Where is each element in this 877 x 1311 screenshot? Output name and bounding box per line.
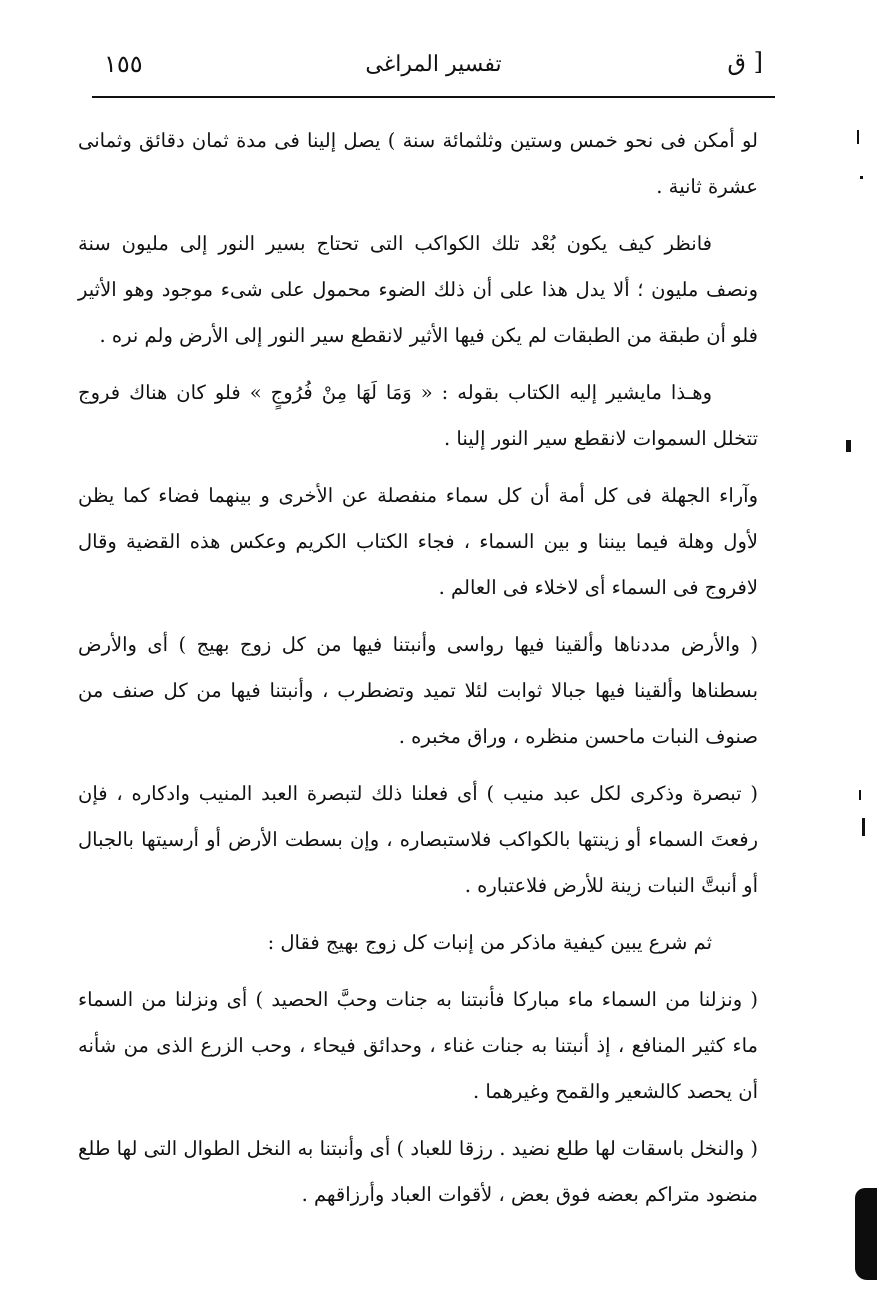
- scan-speck: [857, 130, 859, 144]
- page-body: [78, 118, 758, 1229]
- paragraph: وهـذا مايشير إليه الكتاب بقوله : « وَمَا لَهَا مِنْ فُرُوجٍ » فلو كان هناك فروج تتخلل السموات لانقطع سير النور إلينا .: [78, 381, 758, 450]
- paragraph: ( والأرض مددناها وألقينا فيها رواسى وأنبتنا فيها من كل زوج بهيج ) أى والأرض بسطناها وألقينا فيها جبالا ثوابت لئلا تميد وتضطرب ، وأنبتنا فيها من كل صنف من صنوف النبات ماحسن منظره ، وراق مخبره .: [78, 633, 758, 748]
- header-rule: [92, 96, 775, 98]
- scan-speck: [846, 440, 851, 452]
- paragraph: ( ونزلنا من السماء ماء مباركا فأنبتنا به جنات وحبَّ الحصيد ) أى ونزلنا من السماء ماء كثير المنافع ، إذ أنبتنا به جنات غناء ، وحدائق فيحاء ، وحب الزرع الذى من شأنه أن يحصد كالشعير والقمح وغيرهما .: [78, 988, 758, 1103]
- running-title: تفسير المراغى: [365, 52, 502, 77]
- page-number: ١٥٥: [104, 50, 143, 78]
- page-header: [92, 44, 775, 92]
- surah-marker: ق ]: [727, 48, 763, 76]
- paragraph: لو أمكن فى نحو خمس وستين وثلثمائة سنة ) يصل إلينا فى مدة ثمان دقائق وثمانى عشرة ثانية .: [78, 129, 758, 198]
- scan-speck: [860, 176, 863, 179]
- scan-edge-shadow: [855, 1188, 877, 1280]
- paragraph: ( والنخل باسقات لها طلع نضيد . رزقا للعباد ) أى وأنبتنا به النخل الطوال التى لها طلع منضود متراكم بعضه فوق بعض ، لأقوات العباد وأرزاقهم .: [78, 1137, 758, 1206]
- scan-speck: [862, 818, 865, 836]
- scan-speck: [859, 790, 861, 800]
- paragraph: فانظر كيف يكون بُعْد تلك الكواكب التى تحتاج بسير النور إلى مليون سنة ونصف مليون ؛ ألا يدل هذا على أن ذلك الضوء محمول على شىء موجود وهو الأثير فلو أن طبقة من الطبقات لم يكن فيها الأثير لانقطع سير النور إلى الأرض ولم نره .: [78, 232, 758, 347]
- paragraph: ( تبصرة وذكرى لكل عبد منيب ) أى فعلنا ذلك لتبصرة العبد المنيب وادكاره ، فإن رفعتَ السماء أو زينتها بالكواكب فلاستبصاره ، وإن بسطت الأرض أو أرسيتها بالجبال أو أنبتَّ النبات زينة للأرض فلاعتباره .: [78, 782, 758, 897]
- paragraph: وآراء الجهلة فى كل أمة أن كل سماء منفصلة عن الأخرى و بينهما فضاء كما يظن لأول وهلة فيما بيننا و بين السماء ، فجاء الكتاب الكريم وعكس هذه القضية وقال لافروج فى السماء أى لاخلاء فى العالم .: [78, 484, 758, 599]
- paragraph: ثم شرع يبين كيفية ماذكر من إنبات كل زوج بهيج فقال :: [267, 931, 712, 954]
